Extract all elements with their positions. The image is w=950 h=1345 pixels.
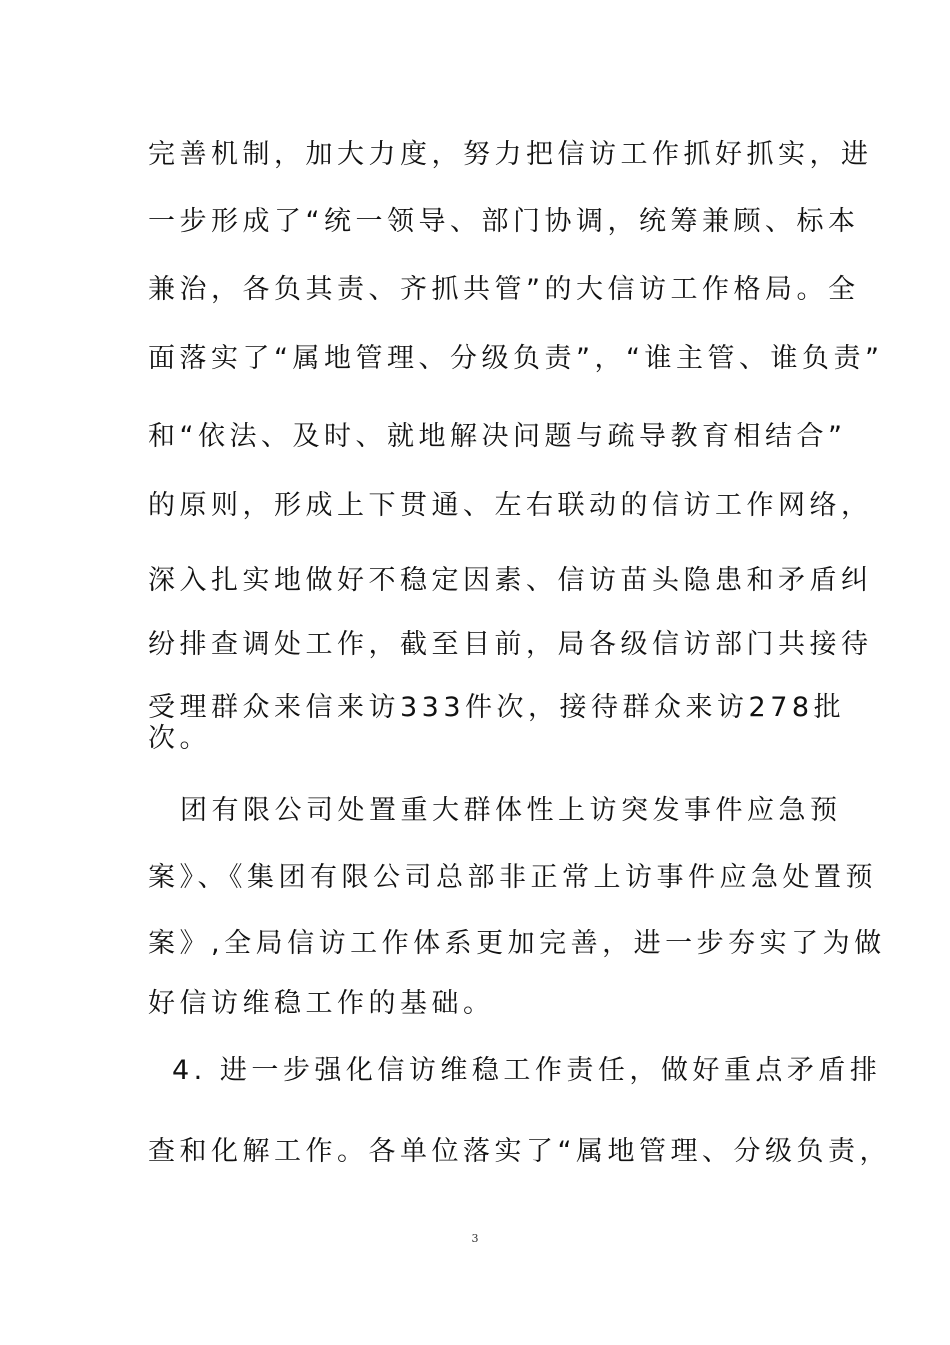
text-line-2: 一步形成了“统一领导、部门协调，统筹兼顾、标本 [148,206,860,237]
text-line-7: 深入扎实地做好不稳定因素、信访苗头隐患和矛盾纠 [148,565,873,596]
page-number: 3 [471,1232,479,1245]
paragraph-2-line-1: 团有限公司处置重大群体性上访突发事件应急预 [180,795,842,826]
paragraph-3-line-1: 4. 进一步强化信访维稳工作责任，做好重点矛盾排 [172,1055,882,1086]
paragraph-3-line-2: 查和化解工作。各单位落实了“属地管理、分级负责， [148,1136,891,1167]
paragraph-2-line-2: 案》、《集团有限公司总部非正常上访事件应急处置预 [148,862,877,893]
text-line-3: 兼治，各负其责、齐抓共管”的大信访工作格局。全 [148,274,860,305]
text-line-10: 次。 [148,723,211,754]
text-line-8: 纷排查调处工作，截至目前，局各级信访部门共接待 [148,629,873,660]
text-line-6: 的原则，形成上下贯通、左右联动的信访工作网络， [148,490,873,521]
text-line-9: 受理群众来信来访333件次，接待群众来访278批 [148,692,846,723]
paragraph-2-line-3: 案》,全局信访工作体系更加完善，进一步夯实了为做 [148,928,886,959]
paragraph-2-line-4: 好信访维稳工作的基础。 [148,988,495,1019]
text-line-5: 和“依法、及时、就地解决问题与疏导教育相结合” [148,421,847,452]
text-line-4: 面落实了“属地管理、分级负责”，“谁主管、谁负责” [148,343,884,374]
text-line-1: 完善机制，加大力度，努力把信访工作抓好抓实，进 [148,139,873,170]
